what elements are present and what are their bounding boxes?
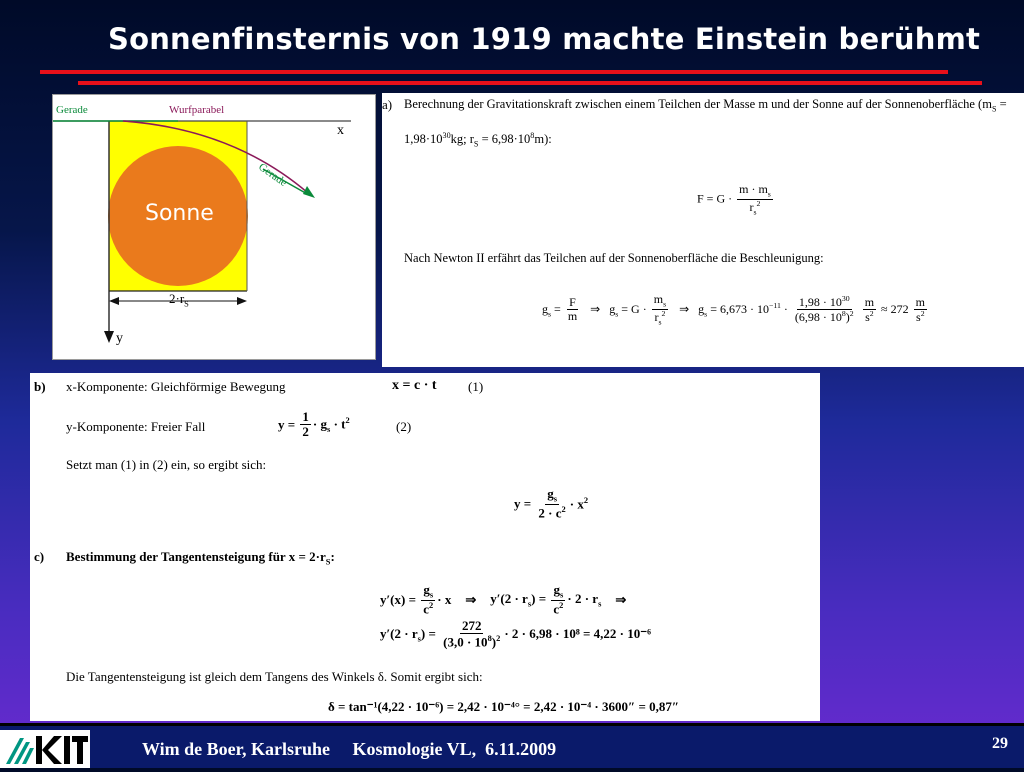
title-underline-bottom	[78, 81, 982, 85]
part-a-line1-sub: S	[991, 104, 997, 114]
part-a-panel	[382, 93, 1024, 367]
axis-x-label: x	[337, 123, 344, 138]
part-b-y-text: y-Komponente: Freier Fall	[66, 419, 206, 434]
page-number: 29	[992, 735, 1008, 752]
part-c-heading	[66, 549, 335, 567]
acceleration-formula: $g_s$ = $\frac{F}{m}$ ⇒ $g_s = G$ · $\frac{m_s}{r_s^2}$ ⇒ $g_s = 6,673 \cdot 10^{-11}$ · $\frac{1,98 \cdot 10^{30}}{(6,98 \cdot 10^8)^2}$ $\frac{m}{s^2}$ ≈ 272 $\frac{m}{s^2}$	[542, 292, 925, 327]
width-label-text: 2·r	[169, 291, 185, 306]
part-a-line1-text: Berechnung der Gravitationskraft zwischen einem Teilchen der Masse m und der Sonne auf der Sonnenoberfläche (m	[404, 97, 992, 111]
part-a-line2-sub: S	[473, 139, 479, 149]
kit-logo	[0, 730, 90, 768]
label-wurfparabel: Wurfparabel	[169, 104, 225, 116]
sun-label: Sonne	[145, 201, 214, 226]
label-gerade-right: Gerade	[256, 161, 290, 190]
acceleration-result: ≈ 272	[881, 302, 909, 317]
part-b-x-text: x-Komponente: Gleichförmige Bewegung	[66, 379, 286, 394]
derivative-formula: y′(x) = $\frac{g_s}{c^2}$ · x ⇒ $y'(2 \cdot r_s)$ = $\frac{g_s}{c^2}$ · $2 \cdot r_s$ ⇒	[380, 582, 627, 617]
axis-y-label: y	[116, 331, 123, 346]
part-c-heading-end: :	[330, 549, 335, 564]
y-axis-arrow	[104, 331, 114, 343]
gravity-force-formula: F = G · $\frac{m \cdot m_s}{r_s^2}$	[697, 182, 771, 217]
width-label-sub: S	[184, 298, 189, 309]
part-b-x-num: (1)	[468, 379, 484, 394]
part-a-line2-sup2: 8	[530, 131, 535, 140]
title-underline-top	[40, 70, 948, 74]
part-c-conclusion: Die Tangentensteigung ist gleich dem Tangens des Winkels δ. Somit ergibt sich:	[66, 669, 483, 684]
diagram-panel	[52, 94, 376, 360]
part-a-newton-text: Nach Newton II erfährt das Teilchen auf der Sonnenoberfläche die Beschleunigung:	[404, 251, 824, 265]
kit-logo-icon	[0, 730, 90, 768]
part-a-line1	[404, 97, 1007, 114]
label-gerade-left: Gerade	[56, 104, 88, 116]
part-b-label: b)	[34, 379, 46, 394]
part-a-line2	[404, 131, 552, 149]
part-b-subst-text: Setzt man (1) in (2) ein, so ergibt sich:	[66, 457, 267, 472]
width-label	[169, 291, 189, 309]
part-a-line2-a: 1,98·10	[404, 132, 443, 147]
part-c-heading-text: Bestimmung der Tangentensteigung für x = 2·r	[66, 549, 326, 564]
part-bc-panel	[30, 373, 820, 721]
part-a-label: a)	[382, 97, 393, 112]
part-a-line1-end: =	[996, 97, 1007, 111]
part-c-heading-sub: S	[325, 556, 331, 567]
width-arrow-right	[237, 297, 247, 305]
part-a-line2-d: m):	[534, 132, 552, 147]
part-c-final: δ = tan⁻¹(4,22 · 10⁻⁶) = 2,42 · 10⁻⁴° = 2,42 · 10⁻⁴ · 3600″ = 0,87″	[328, 699, 680, 714]
footer-text: Wim de Boer, Karlsruhe Kosmologie VL, 6.11.2009	[142, 739, 557, 759]
slope-formula: $y'(2 \cdot r_s)$ = $\frac{272}{(3,0 \cdot 10^8)^2}$ · 2 · 6,98 · 10⁸ = 4,22 · 10⁻⁶	[380, 618, 651, 650]
width-arrow-left	[109, 297, 119, 305]
part-b-y-num: (2)	[396, 419, 412, 434]
deflection-diagram	[53, 95, 375, 359]
part-a-line2-c: = 6,98·10	[478, 132, 531, 147]
part-a-line2-b: kg; r	[450, 132, 474, 147]
slope-result: · 2 · 6,98 · 10⁸ = 4,22 · 10⁻⁶	[504, 626, 651, 642]
slide-title: Sonnenfinsternis von 1919 machte Einstein berühmt	[108, 22, 981, 56]
part-b-x-eq: x = c · t	[392, 378, 437, 393]
green-arrow	[303, 186, 315, 198]
part-a-line2-sup: 30	[442, 131, 451, 140]
free-fall-formula: y = $\frac{1}{2}$ · $g_s \cdot t^2$	[278, 409, 350, 440]
part-c-label: c)	[34, 549, 45, 564]
orbit-formula: y = $\frac{g_s}{2 \cdot c^2}$ · $x^2$	[514, 486, 589, 521]
